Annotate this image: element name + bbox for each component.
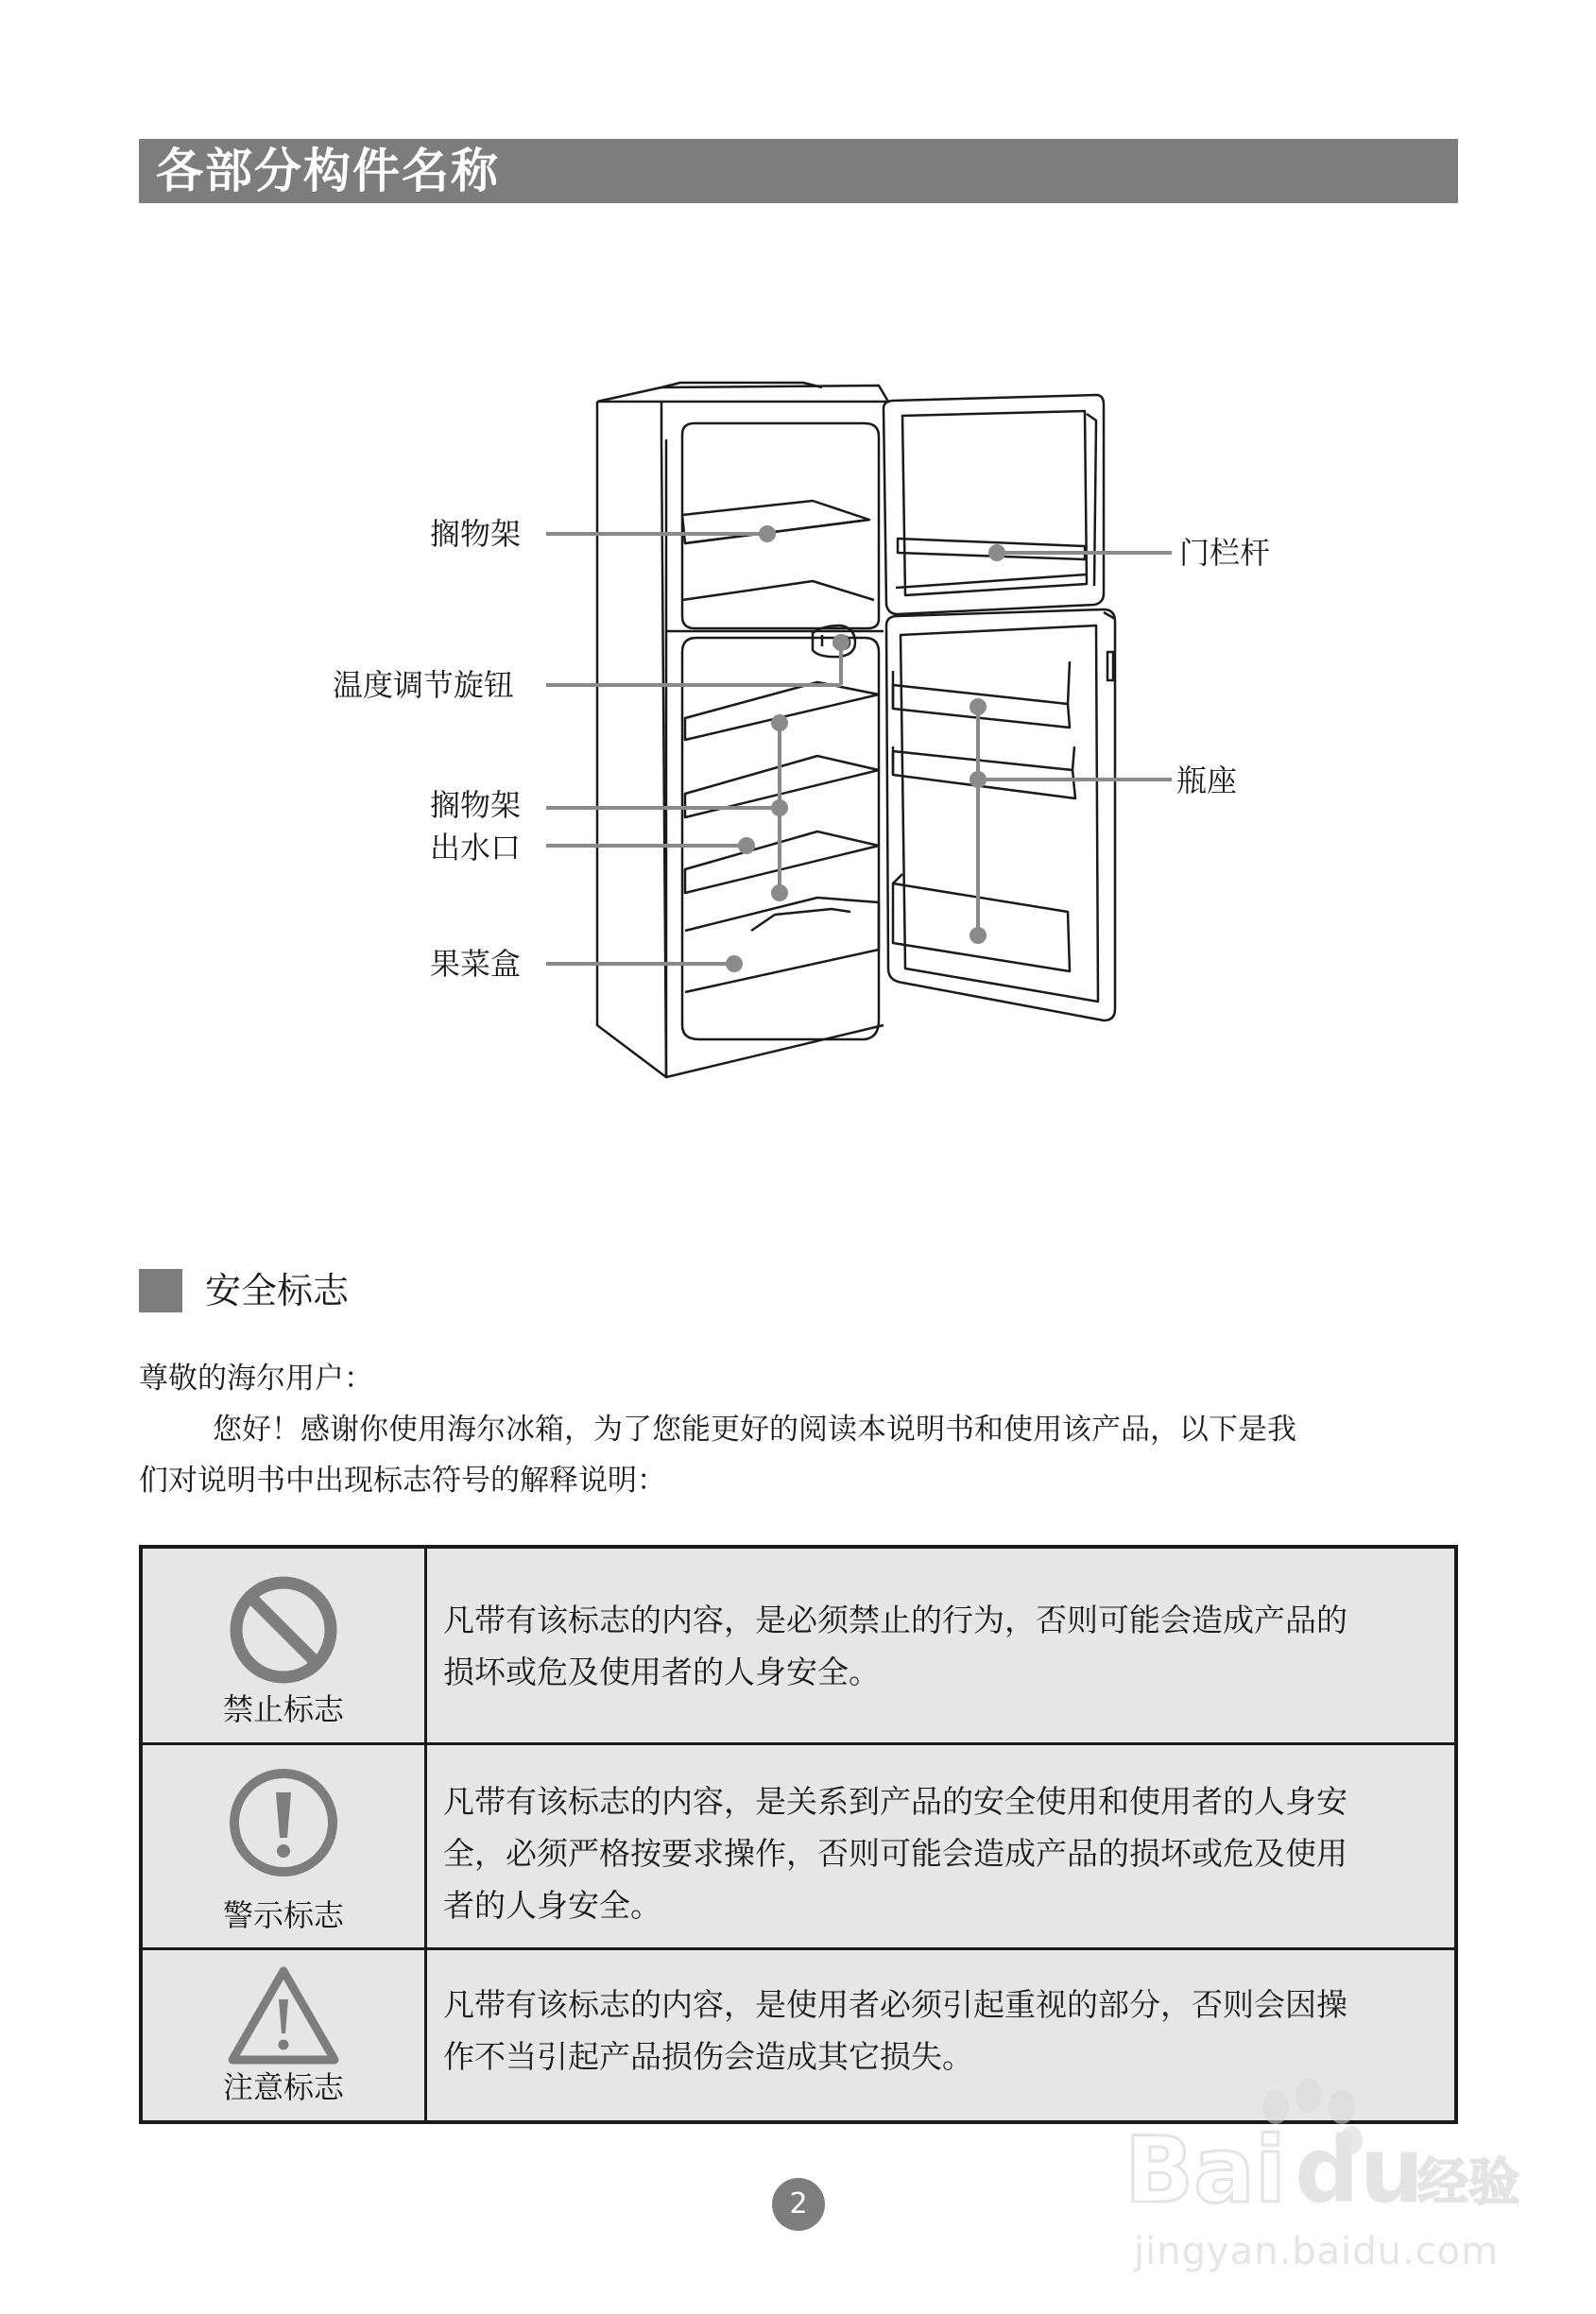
greeting: 尊敬的海尔用户： — [139, 1362, 373, 1396]
label-temperature-knob: 温度调节旋钮 — [333, 667, 515, 703]
symbol-description — [443, 1594, 1445, 1698]
warning-exclamation-icon — [227, 1766, 340, 1879]
symbol-description — [443, 1775, 1445, 1931]
caution-triangle-icon — [227, 1963, 340, 2067]
baidu-logo-icon — [1115, 2069, 1521, 2230]
table-row-warning — [143, 1745, 1454, 1950]
intro-line-1: 您好！感谢你使用海尔冰箱，为了您能更好的阅读本说明书和使用该产品，以下是我 — [213, 1413, 1296, 1447]
svg-text:Bai: Bai — [1124, 2117, 1286, 2223]
svg-text:du: du — [1295, 2117, 1425, 2223]
intro-paragraph — [139, 1353, 1462, 1506]
label-door-bar: 门栏杆 — [1179, 535, 1271, 571]
description-line: 损坏或危及使用者的人身安全。 — [443, 1654, 880, 1690]
symbol-cell — [143, 1950, 427, 2124]
symbol-label: 禁止标志 — [222, 1691, 344, 1727]
symbol-cell — [143, 1549, 427, 1742]
symbols-table — [139, 1545, 1458, 2124]
symbol-label: 注意标志 — [222, 2069, 344, 2105]
description-line: 者的人身安全。 — [443, 1887, 661, 1924]
safety-heading-text: 安全标志 — [205, 1270, 350, 1311]
description-line: 凡带有该标志的内容，是必须禁止的行为，否则可能会造成产品的 — [443, 1602, 1347, 1638]
heading-square-marker — [139, 1269, 182, 1312]
prohibition-icon — [227, 1573, 340, 1687]
description-line: 全，必须严格按要求操作，否则可能会造成产品的损坏或危及使用 — [443, 1835, 1347, 1872]
description-line: 作不当引起产品损伤会造成其它损失。 — [443, 2038, 973, 2075]
description-line: 凡带有该标志的内容，是关系到产品的安全使用和使用者的人身安 — [443, 1783, 1347, 1820]
label-bottle-seat: 瓶座 — [1176, 763, 1238, 798]
label-shelf-lower: 搁物架 — [430, 787, 522, 823]
label-crisper: 果菜盒 — [430, 946, 522, 982]
label-water-outlet: 出水口 — [430, 830, 522, 866]
svg-text:经验: 经验 — [1417, 2152, 1519, 2212]
symbol-description — [443, 1979, 1445, 2083]
page-number: 2 — [772, 2178, 825, 2231]
intro-line-2: 们对说明书中出现标志符号的解释说明： — [139, 1464, 666, 1498]
table-row-prohibition — [143, 1549, 1454, 1745]
label-shelf-upper: 搁物架 — [430, 516, 522, 552]
baidu-watermark — [1115, 2069, 1521, 2296]
description-line: 凡带有该标志的内容，是使用者必须引起重视的部分，否则会因操 — [443, 1986, 1347, 2023]
section-title: 各部分构件名称 — [156, 144, 500, 198]
symbol-cell — [143, 1745, 427, 1947]
watermark-url: jingyan.baidu.com — [1134, 2230, 1500, 2273]
symbol-label: 警示标志 — [222, 1897, 344, 1933]
